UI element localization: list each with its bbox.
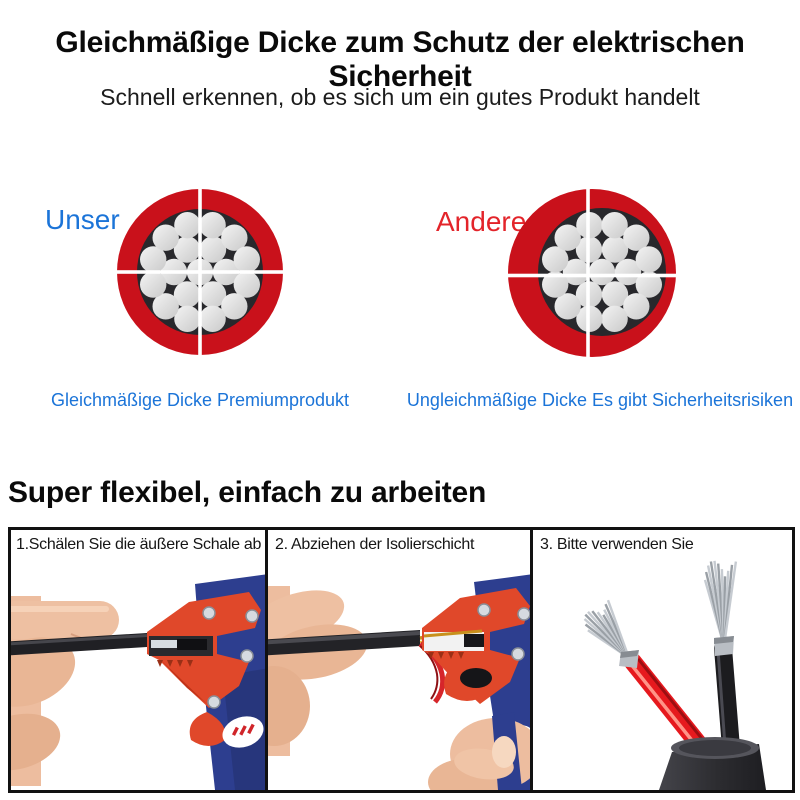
cable-cross-section-others bbox=[496, 177, 688, 369]
others-label: Andere bbox=[436, 206, 527, 237]
cable-outer-jacket bbox=[659, 737, 766, 790]
step-3-illustration-stripped-wires bbox=[533, 556, 792, 790]
step-3-label: 3. Bitte verwenden Sie bbox=[540, 536, 694, 553]
black-wire-bare-strands bbox=[705, 561, 736, 646]
step-panel-1 bbox=[11, 530, 268, 790]
step-panel-3 bbox=[533, 530, 792, 790]
step-1-label: 1.Schälen Sie die äußere Schale ab bbox=[16, 536, 262, 553]
ours-label: Unser bbox=[45, 204, 120, 235]
cable-cross-section-ours bbox=[104, 176, 296, 368]
step-1-illustration-stripping-outer-shell bbox=[11, 556, 265, 790]
black-wire bbox=[714, 636, 734, 748]
ours-caption: Gleichmäßige Dicke Premiumprodukt bbox=[50, 390, 350, 410]
step-2-label: 2. Abziehen der Isolierschicht bbox=[275, 536, 475, 553]
red-wire-bare-strands bbox=[585, 600, 630, 658]
hand-holding-cable bbox=[11, 596, 119, 786]
step-panel-2 bbox=[268, 530, 533, 790]
section-title: Super flexibel, einfach zu arbeiten bbox=[8, 476, 487, 509]
page-subtitle: Schnell erkennen, ob es sich um ein gutes Produkt handelt bbox=[100, 84, 700, 110]
red-wire bbox=[619, 650, 710, 752]
crosshair-lines bbox=[113, 185, 287, 359]
page-title: Gleichmäßige Dicke zum Schutz der elektrischen Sicherheit bbox=[55, 26, 745, 93]
step-2-illustration-pulling-insulation bbox=[268, 556, 530, 790]
hand-on-handle bbox=[428, 712, 530, 790]
hand-holding-cable bbox=[268, 580, 372, 756]
others-caption: Ungleichmäßige Dicke Es gibt Sicherheitsrisiken bbox=[406, 390, 794, 410]
steps-panel-strip bbox=[8, 527, 795, 793]
